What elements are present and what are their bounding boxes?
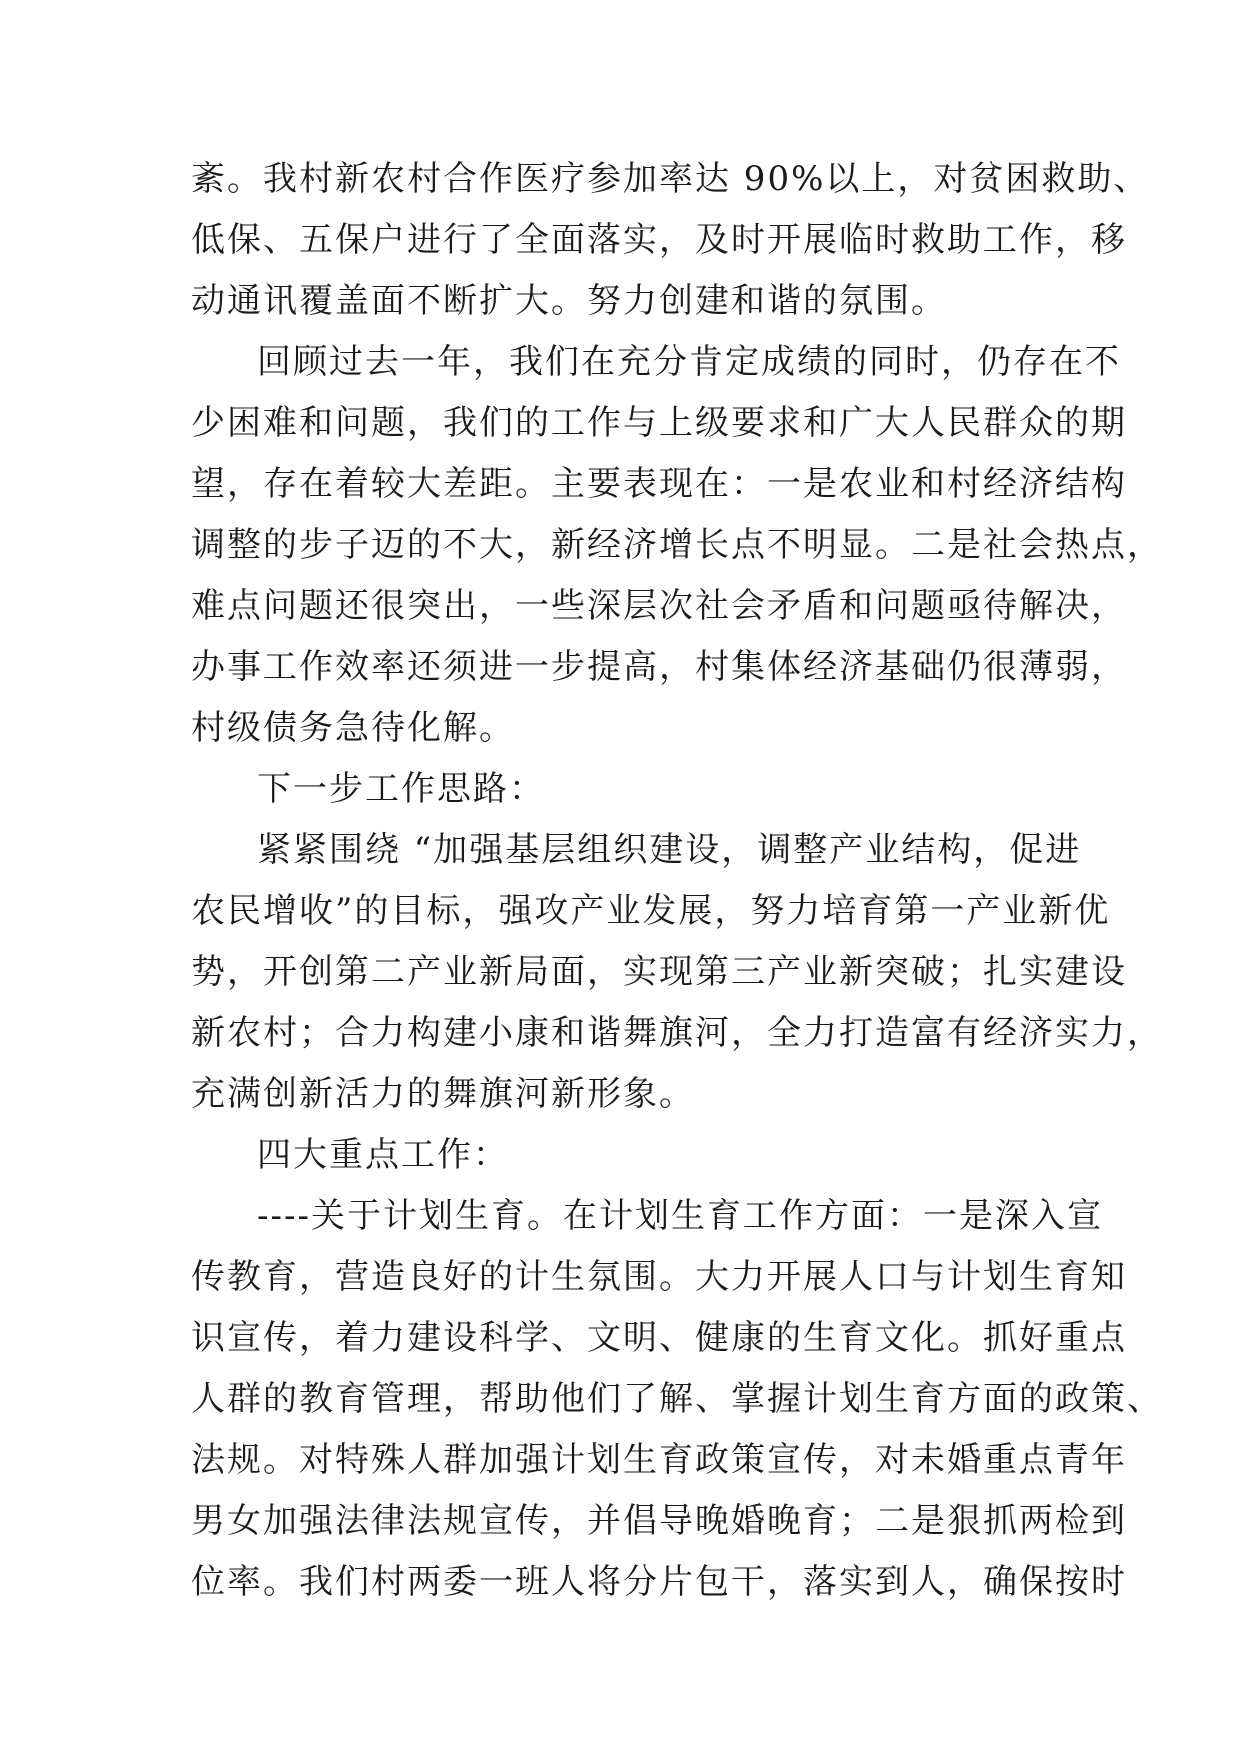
text-line: 办事工作效率还须进一步提高，村集体经济基础仍很薄弱， <box>191 647 1127 687</box>
paragraph-start-line: ----关于计划生育。在计划生育工作方面：一是深入宣 <box>257 1196 1103 1236</box>
section-heading: 下一步工作思路： <box>257 769 545 809</box>
text-line: 势，开创第二产业新局面，实现第三产业新突破；扎实建设 <box>191 952 1127 992</box>
text-line: 难点问题还很突出，一些深层次社会矛盾和问题亟待解决， <box>191 586 1127 626</box>
text-line: 调整的步子迈的不大，新经济增长点不明显。二是社会热点， <box>191 525 1163 565</box>
text-line: 充满创新活力的舞旗河新形象。 <box>191 1074 695 1114</box>
text-line: 人群的教育管理，帮助他们了解、掌握计划生育方面的政策、 <box>191 1379 1163 1419</box>
text-line: 望，存在着较大差距。主要表现在：一是农业和村经济结构 <box>191 464 1127 504</box>
text-line: 传教育，营造良好的计生氛围。大力开展人口与计划生育知 <box>191 1257 1127 1297</box>
text-line: 村级债务急待化解。 <box>191 708 515 748</box>
section-heading: 四大重点工作： <box>257 1135 509 1175</box>
text-line: 紊。我村新农村合作医疗参加率达 90%以上，对贫困救助、 <box>191 159 1150 199</box>
text-line: 男女加强法律法规宣传，并倡导晚婚晚育；二是狠抓两检到 <box>191 1501 1127 1541</box>
text-line: 法规。对特殊人群加强计划生育政策宣传，对未婚重点青年 <box>191 1440 1127 1480</box>
paragraph-start-line: 紧紧围绕 “加强基层组织建设，调整产业结构，促进 <box>257 830 1082 870</box>
text-line: 农民增收”的目标，强攻产业发展，努力培育第一产业新优 <box>191 891 1111 931</box>
text-line: 低保、五保户进行了全面落实，及时开展临时救助工作，移 <box>191 220 1127 260</box>
paragraph-start-line: 回顾过去一年，我们在充分肯定成绩的同时，仍存在不 <box>257 342 1121 382</box>
text-line: 少困难和问题，我们的工作与上级要求和广大人民群众的期 <box>191 403 1127 443</box>
text-line: 新农村；合力构建小康和谐舞旗河，全力打造富有经济实力， <box>191 1013 1163 1053</box>
text-line: 位率。我们村两委一班人将分片包干，落实到人，确保按时 <box>191 1562 1127 1602</box>
text-line: 动通讯覆盖面不断扩大。努力创建和谐的氛围。 <box>191 281 947 321</box>
text-line: 识宣传，着力建设科学、文明、健康的生育文化。抓好重点 <box>191 1318 1127 1358</box>
